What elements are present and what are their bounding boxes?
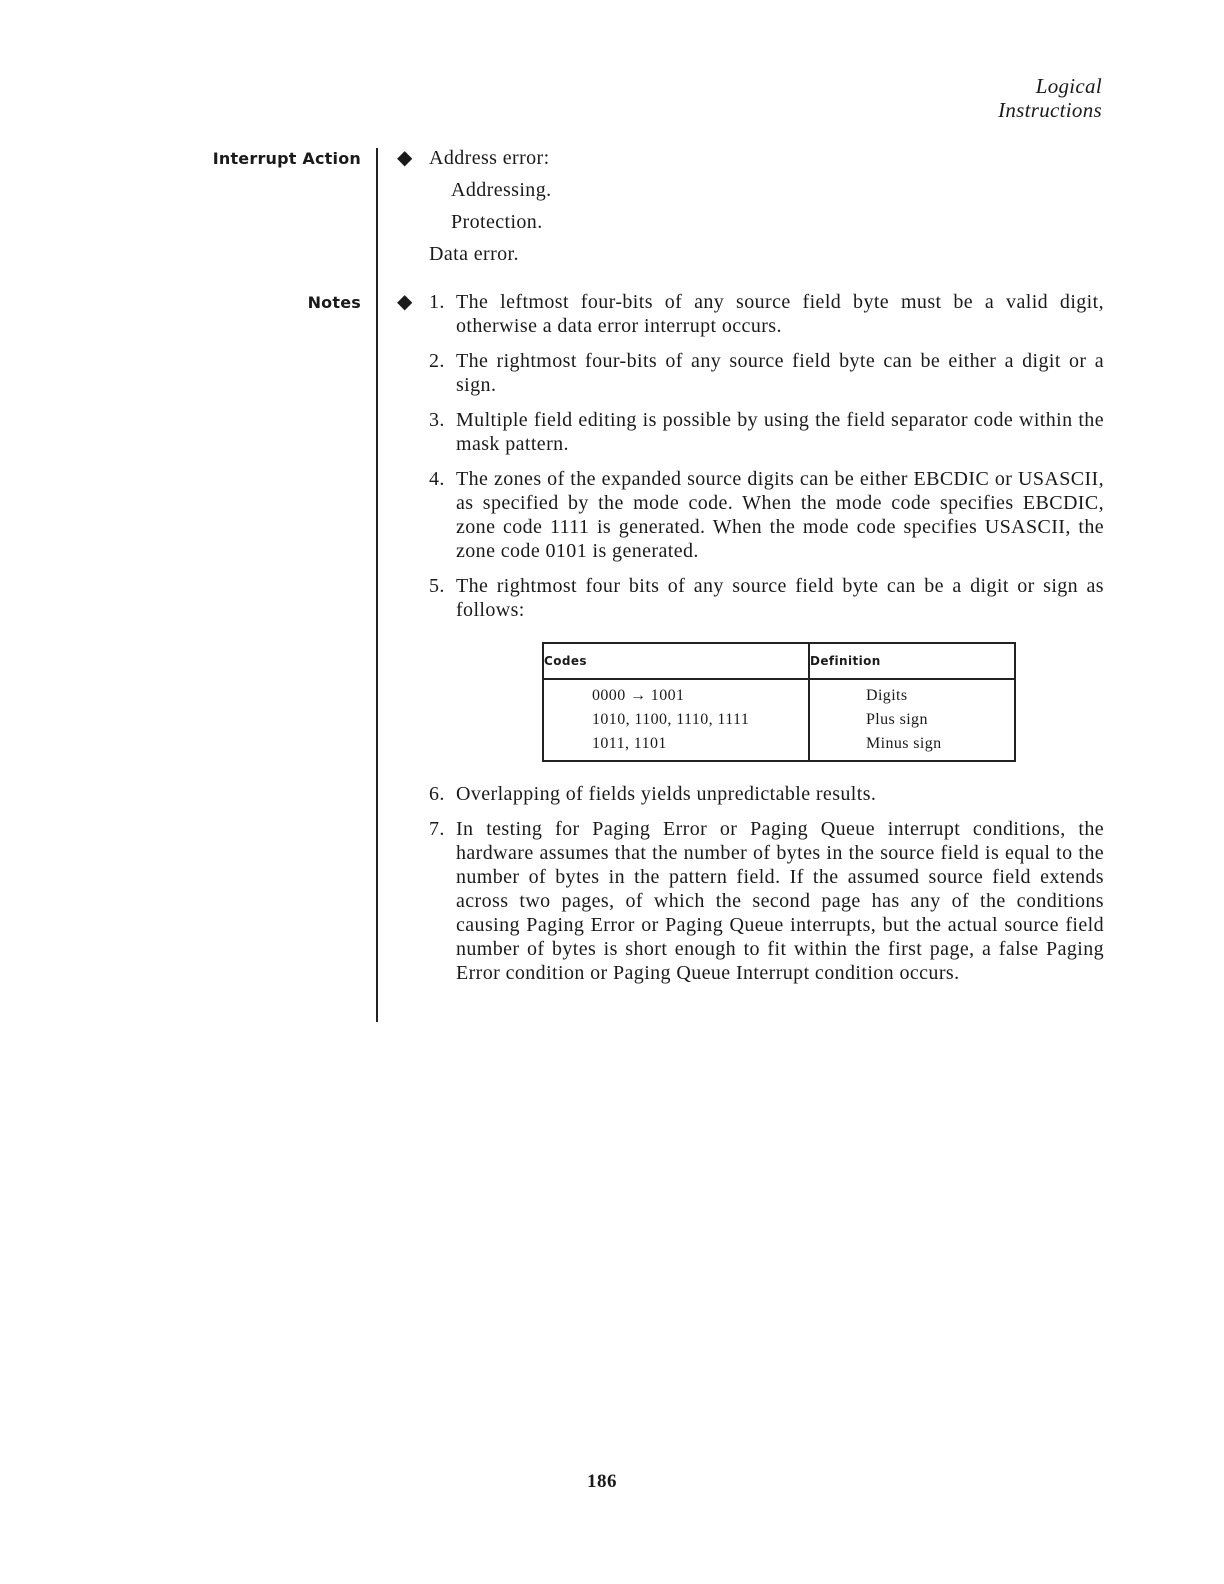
interrupt-action-bullet-icon: ◆ (397, 145, 413, 169)
running-head-line-1: Logical (1035, 74, 1102, 98)
codes-column-header: Codes (543, 643, 809, 679)
definition-value: Digits (866, 687, 908, 704)
table-row (543, 679, 1015, 761)
note-item (428, 349, 1104, 397)
note-number: 3. (429, 409, 445, 431)
interrupt-action-line: Address error: (429, 147, 550, 169)
definition-cell (809, 679, 1015, 761)
note-item (428, 574, 1104, 762)
codes-table (542, 642, 1016, 762)
note-number: 6. (429, 783, 445, 805)
interrupt-action-line: Addressing. (451, 179, 552, 201)
code-value: 1011, 1101 (592, 735, 667, 752)
note-item (428, 290, 1104, 338)
note-text: The zones of the expanded source digits can be either EBCDIC or USASCII, as specified by the mode code. When the mode code specifies EBCDIC, zone code 1111 is generated. When the mode code specifies USASCII, the zone code 0101 is generated. (456, 468, 1104, 562)
note-item (428, 782, 1104, 806)
notes-bullet-icon: ◆ (397, 289, 413, 313)
definition-column-header: Definition (809, 643, 1015, 679)
codes-cell (543, 679, 809, 761)
note-text: In testing for Paging Error or Paging Queue interrupt conditions, the hardware assumes that the number of bytes in the source field is equal to the number of bytes in the pattern field. If the assumed source field extends across two pages, of which the second page has any of the conditions causing Paging Error or Paging Queue interrupts, but the actual source field number of bytes is short enough to fit within the first page, a false Paging Error condition or Paging Queue Interrupt condition occurs. (456, 818, 1104, 984)
definition-value: Plus sign (866, 711, 928, 728)
note-text: The leftmost four-bits of any source field byte must be a valid digit, otherwise a data error interrupt occurs. (456, 291, 1104, 337)
note-text: Overlapping of fields yields unpredictable results. (456, 783, 877, 805)
note-number: 4. (429, 468, 445, 490)
note-text: Multiple field editing is possible by using the field separator code within the mask pattern. (456, 409, 1104, 455)
note-item (428, 817, 1104, 985)
note-item (428, 408, 1104, 456)
code-value: 0000 → 1001 (592, 687, 685, 704)
note-text: The rightmost four bits of any source field byte can be a digit or sign as follows: (456, 575, 1104, 621)
margin-rule (376, 148, 378, 1022)
running-head (998, 74, 1102, 122)
page-number: 186 (587, 1471, 617, 1492)
code-value: 1010, 1100, 1110, 1111 (592, 711, 750, 728)
note-number: 7. (429, 818, 445, 840)
running-head-line-2: Instructions (998, 98, 1102, 122)
interrupt-action-line: Protection. (451, 211, 543, 233)
note-number: 5. (429, 575, 445, 597)
interrupt-action-heading: Interrupt Action (212, 149, 361, 168)
notes-heading: Notes (307, 293, 361, 312)
note-item (428, 467, 1104, 563)
notes-list (428, 290, 1104, 996)
note-number: 2. (429, 350, 445, 372)
codes-table-header-row (543, 643, 1015, 679)
interrupt-action-line: Data error. (429, 243, 519, 265)
note-number: 1. (429, 291, 445, 313)
definition-value: Minus sign (866, 735, 942, 752)
note-text: The rightmost four-bits of any source field byte can be either a digit or a sign. (456, 350, 1104, 396)
